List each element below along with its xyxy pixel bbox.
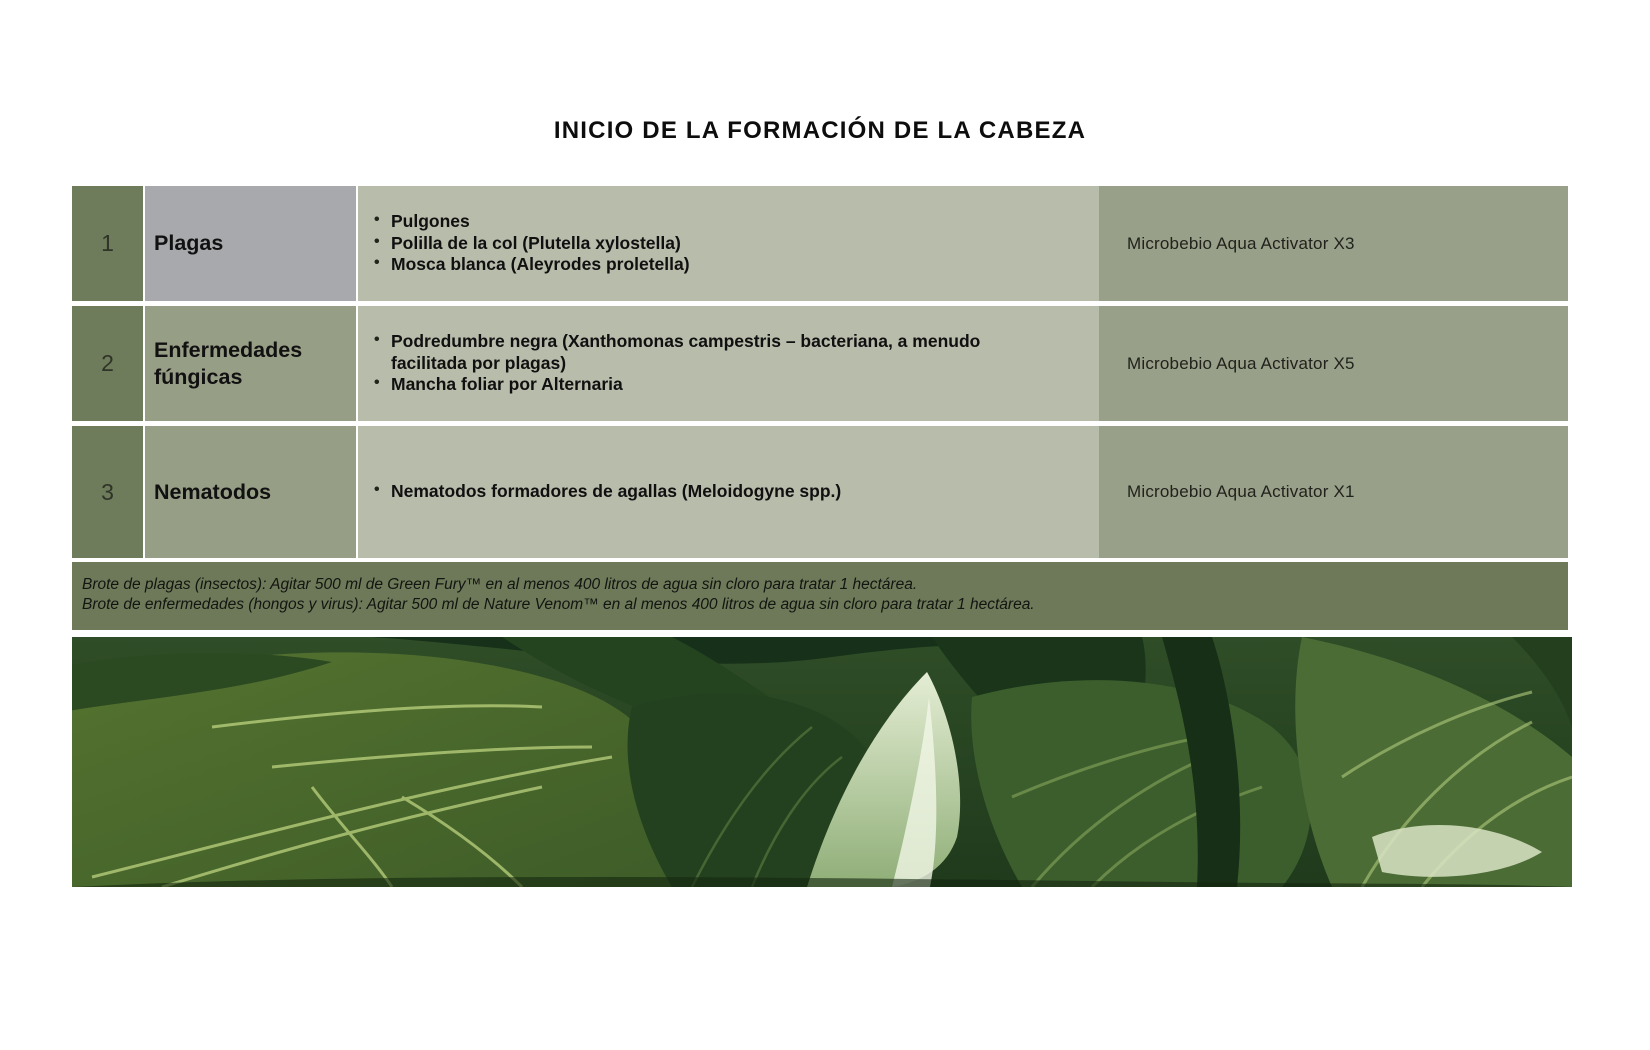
cabbage-leaves-illustration: [72, 637, 1572, 887]
row-number: 3: [101, 478, 114, 505]
product-label: Microbebio Aqua Activator X5: [1127, 353, 1355, 373]
row-number-cell: [72, 306, 145, 421]
product-cell: [1099, 426, 1568, 558]
cabbage-leaves-photo: [72, 637, 1572, 887]
notes-bar: [72, 562, 1568, 630]
category-cell: [145, 426, 358, 558]
category-label: Enfermedades fúngicas: [154, 337, 303, 389]
row-number-cell: [72, 186, 145, 301]
product-label: Microbebio Aqua Activator X1: [1127, 482, 1355, 501]
category-cell: [145, 186, 358, 301]
note-line-pests: Brote de plagas (insectos): Agitar 500 ml de Green Fury™ en al menos 400 litros de agua sin cloro para tratar 1 hectárea.: [82, 576, 918, 593]
product-cell: [1099, 186, 1568, 301]
product-cell: [1099, 306, 1568, 421]
table-row: [72, 426, 1568, 558]
page-title: INICIO DE LA FORMACIÓN DE LA CABEZA: [553, 117, 1087, 144]
issues-cell: [358, 306, 1099, 421]
issue-item: • Nematodos formadores de agallas (Meloidogyne spp.): [370, 481, 841, 503]
product-label: Microbebio Aqua Activator X3: [1127, 233, 1355, 253]
issue-item: • Pulgones: [370, 211, 690, 233]
row-number-cell: [72, 426, 145, 558]
category-cell: [145, 306, 358, 421]
issue-item: • Mosca blanca (Aleyrodes proletella): [370, 254, 690, 276]
treatment-table: [72, 186, 1568, 558]
note-line-diseases: Brote de enfermedades (hongos y virus): Agitar 500 ml de Nature Venom™ en al menos 400 litros de agua sin cloro para tratar 1 hectárea.: [82, 596, 1035, 613]
category-label: Plagas: [154, 231, 224, 256]
issues-list: [370, 211, 690, 276]
issues-cell: [358, 186, 1099, 301]
table-row: [72, 306, 1568, 421]
issue-item: • Mancha foliar por Alternaria: [370, 374, 1039, 396]
issues-list: [370, 481, 841, 503]
issue-item: • Podredumbre negra (Xanthomonas campestris – bacteriana, a menudo facilitada por plagas): [370, 331, 1039, 374]
category-label: Nematodos: [154, 479, 272, 504]
row-number: 2: [101, 350, 114, 376]
issues-cell: [358, 426, 1099, 558]
table-row: [72, 186, 1568, 301]
issues-list: [370, 331, 1039, 396]
row-number: 1: [101, 230, 114, 256]
issue-item: • Polilla de la col (Plutella xylostella): [370, 233, 690, 255]
